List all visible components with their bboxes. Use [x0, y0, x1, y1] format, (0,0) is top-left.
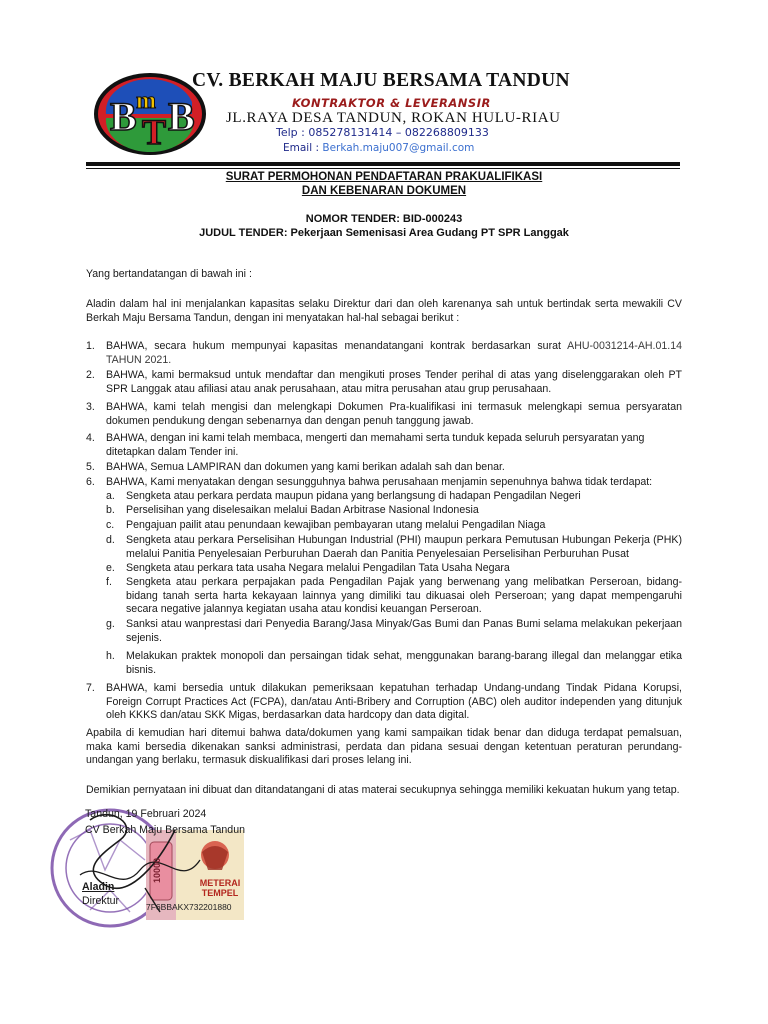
header-divider — [86, 162, 680, 166]
sub-item-letter: g. — [106, 618, 115, 630]
opening-line: Yang bertandatangan di bawah ini : — [86, 268, 252, 280]
company-tagline: KONTRAKTOR & LEVERANSIR — [292, 96, 491, 110]
item-6: BAHWA, Kami menyatakan dengan sesungguhnya bahwa perusahaan menjamin sepenuhnya bahwa tidak terdapat: — [106, 476, 653, 488]
signature-date: Tandun, 19 Februari 2024 — [85, 808, 207, 820]
sub-item-letter: b. — [106, 504, 115, 516]
sub-item-d: Sengketa atau perkara Perselisihan Hubungan Industrial (PHI) maupun perkara Pemutusan Hubungan Pekerja (PHK) melalui Panitia Penyelesaian Perburuhan Daerah dan Panitia Penyelesaian Perselisihan Perburuhan Pusat — [126, 534, 682, 560]
meterai-serial: 7F6BBAKX732201880 — [146, 902, 232, 912]
item-2: BAHWA, kami bermaksud untuk mendaftar dan mengikuti proses Tender perihal di atas yang diselenggarakan oleh PT SPR Langgak atau afiliasi atau anak perusahaan, atau mitra perusahan atau grup perusahaan. — [106, 369, 682, 395]
sanction-paragraph: Apabila di kemudian hari ditemui bahwa data/dokumen yang kami sampaikan tidak benar dan diduga terdapat pemalsuan, maka kami bersedia dikenakan sanksi administrasi, perdata dan pidana sesuai dengan ketentuan peraturan perundang-undangan yang berlaku, termasuk diskualifikasi dari proses lelang ini. — [86, 727, 682, 766]
sub-item-letter: e. — [106, 562, 115, 574]
sub-item-b: Perselisihan yang diselesaikan melalui Badan Arbitrase Nasional Indonesia — [126, 504, 479, 516]
item-1-text: BAHWA, secara hukum mempunyai kapasitas menandatangani kontrak berdasarkan surat — [106, 340, 568, 352]
item-7: BAHWA, kami bersedia untuk dilakukan pemeriksaan kepatuhan terhadap Undang-undang Tindak Pidana Korupsi, Foreign Corrupt Practices Act (FCPA), dan/atau Anti-Bribery and Corruption (ABC) oleh auditor independen yang ditunjuk oleh KKKS dan/atau SKK Migas, berdasarkan data hardcopy dan data digital. — [106, 682, 682, 721]
closing-paragraph: Demikian pernyataan ini dibuat dan ditandatangani di atas materai secukupnya sehingga memiliki kekuatan hukum yang tetap. — [86, 784, 680, 796]
sub-item-letter: h. — [106, 650, 115, 662]
item-4: BAHWA, dengan ini kami telah membaca, mengerti dan memahami serta tunduk kepada seluruh persyaratan yang ditetapkan dalam Tender ini. — [106, 432, 645, 458]
company-stamp-and-meterai — [50, 800, 250, 940]
svg-text:B: B — [110, 94, 137, 139]
sub-item-c: Pengajuan pailit atau penundaan kewajiban pembayaran utang melalui Pengadilan Niaga — [126, 519, 546, 531]
tender-number: NOMOR TENDER: BID-000243 — [305, 213, 463, 225]
sub-item-g: Sanksi atau wanprestasi dari Penyedia Barang/Jasa Minyak/Gas Bumi dan Panas Bumi selama melakukan pekerjaan sejenis. — [126, 618, 682, 644]
svg-text:B: B — [168, 94, 195, 139]
meterai-value: 10000 — [152, 858, 162, 884]
item-number: 7. — [86, 682, 95, 694]
item-number: 6. — [86, 476, 95, 488]
tender-title: JUDUL TENDER: Pekerjaan Semenisasi Area Gudang PT SPR Langgak — [199, 227, 569, 239]
sub-item-letter: c. — [106, 519, 115, 531]
company-address: JL.RAYA DESA TANDUN, ROKAN HULU-RIAU — [226, 110, 561, 126]
item-number: 1. — [86, 340, 95, 352]
item-number: 3. — [86, 401, 95, 413]
email-address[interactable]: Berkah.maju007@gmail.com — [322, 142, 475, 154]
sub-item-letter: a. — [106, 490, 115, 502]
company-name: CV. BERKAH MAJU BERSAMA TANDUN — [192, 70, 570, 91]
signatory-role: Direktur — [82, 895, 120, 907]
email-label: Email : — [283, 142, 323, 154]
sub-item-a: Sengketa atau perkara perdata maupun pidana yang berlangsung di hadapan Pengadilan Negeri — [126, 490, 581, 502]
sub-item-letter: f. — [106, 576, 112, 588]
company-phone: Telp : 085278131414 – 082268809133 — [276, 126, 489, 139]
sub-item-letter: d. — [106, 534, 115, 546]
meterai-label: METERAI TEMPEL — [199, 878, 241, 898]
header-divider-thin — [86, 168, 680, 169]
item-number: 2. — [86, 369, 95, 381]
intro-paragraph: Aladin dalam hal ini menjalankan kapasitas selaku Direktur dari dan oleh karenanya sah untuk bertindak serta mewakili CV Berkah Maju Bersama Tandun, dengan ini menyatakan hal-hal sebagai berikut : — [86, 298, 682, 324]
svg-text:m: m — [136, 88, 156, 114]
item-1-ref: AHU-0031214-AH.01.14 TAHUN 2021. — [106, 340, 682, 366]
item-1 — [106, 340, 682, 367]
item-3: BAHWA, kami telah mengisi dan melengkapi Dokumen Pra-kualifikasi ini termasuk melengkapi semua persyaratan dokumen pendukung dengan sebenarnya dan dengan penuh tanggung jawab. — [106, 401, 682, 427]
item-number: 4. — [86, 432, 95, 444]
signature-company: CV Berkah Maju Bersama Tandun — [85, 824, 245, 836]
item-5: BAHWA, Semua LAMPIRAN dan dokumen yang kami berikan adalah sah dan benar. — [106, 461, 505, 473]
letter-title-line2: DAN KEBENARAN DOKUMEN — [301, 185, 467, 197]
sub-item-h: Melakukan praktek monopoli dan persaingan tidak sehat, menggunakan barang-barang illegal dan melanggar etika bisnis. — [126, 650, 682, 676]
signatory-name: Aladin — [82, 881, 115, 893]
svg-text:T: T — [142, 112, 167, 152]
letter-title-line1: SURAT PERMOHONAN PENDAFTARAN PRAKUALIFIKASI — [225, 171, 543, 183]
company-email-line — [283, 142, 474, 154]
sub-item-e: Sengketa atau perkara tata usaha Negara melalui Pengadilan Tata Usaha Negara — [126, 562, 510, 574]
sub-item-f: Sengketa atau perkara perpajakan pada Pengadilan Pajak yang berwenang yang melibatkan Perseroan, bidang-bidang tanah serta harta kekayaan lainnya yang dimiliki tau dikuasai oleh Perseroan; yang dapat mempengaruhi secara negative jalannya kegiatan usaha atau kondisi keuangan Perseroan. — [126, 576, 682, 615]
item-number: 5. — [86, 461, 95, 473]
